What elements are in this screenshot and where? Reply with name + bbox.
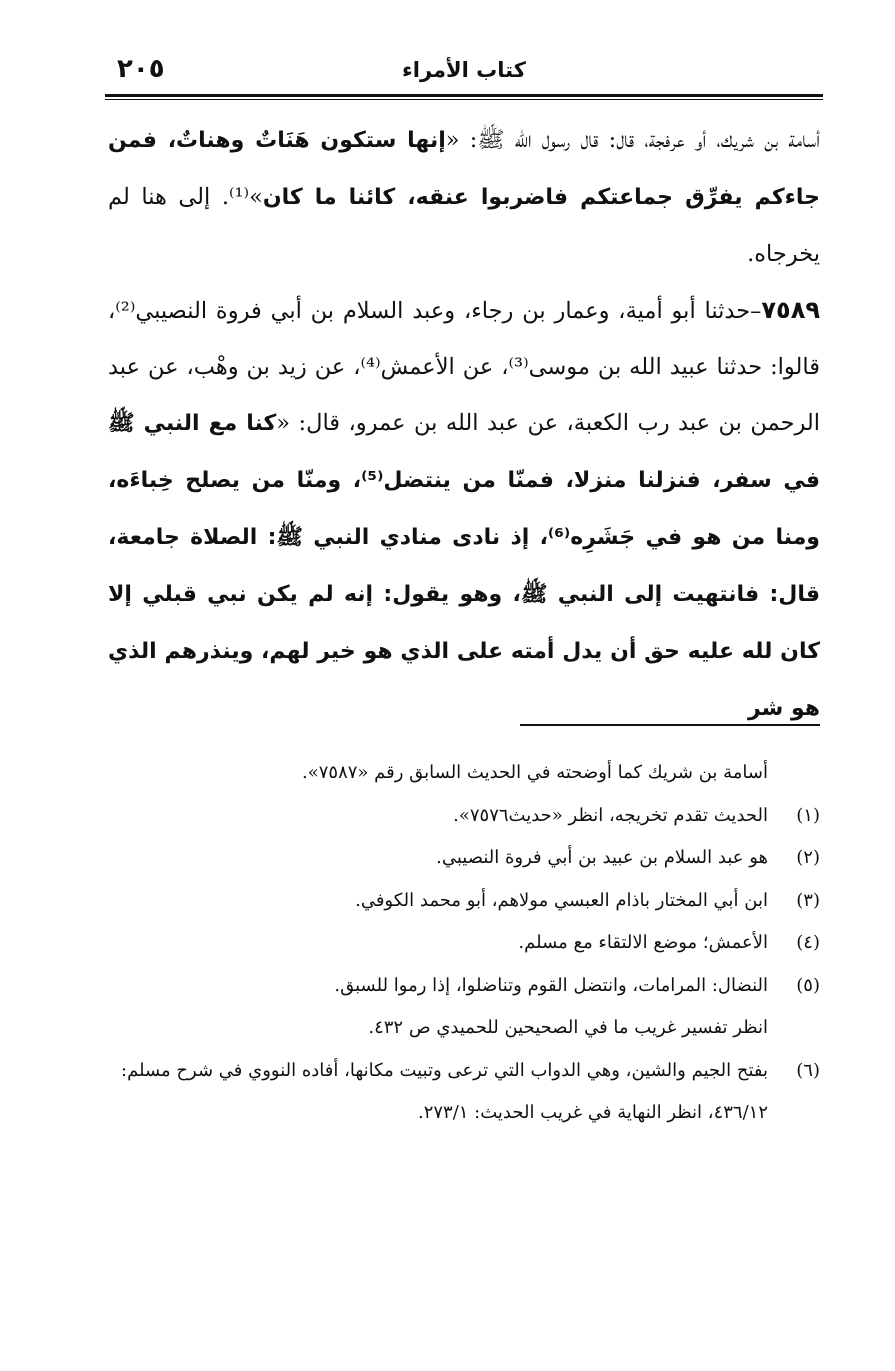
paragraph-2-isnad: –حدثنا أبو أمية، وعمار بن رجاء، وعبد السلام بن أبي فروة النصيبي⁽²⁾، قالوا: حدثنا عبيد الله بن موسى⁽³⁾، عن الأعمش⁽⁴⁾، عن زيد بن وهْب، عن عبد الرحمن بن عبد رب الكعبة، عن عبد الله بن عمرو، قال: « bbox=[108, 298, 820, 436]
footnote-text: الأعمش؛ موضع الالتقاء مع مسلم. bbox=[518, 932, 768, 953]
footnote-number: (٢) bbox=[796, 847, 820, 868]
paragraph-2-hadith: كنا مع النبي ﷺ في سفر، فنزلنا منزلا، فمنّا من ينتضل⁽⁵⁾، ومنّا من يصلح خِباءَه، ومنا من هو في جَشَرِه⁽⁶⁾، إذ نادى منادي النبي ﷺ: الصلاة جامعة، قال: فانتهيت إلى النبي ﷺ، وهو يقول: إنه لم يكن نبي قبلي إلا كان لله عليه حق أن يدل أمته على الذي هو خير لهم، وينذرهم الذي هو شر bbox=[108, 411, 820, 721]
main-text bbox=[108, 112, 820, 737]
footnote-number: (٦) bbox=[796, 1059, 820, 1081]
footnote-number: (١) bbox=[796, 804, 820, 826]
hadith-number: ٧٥٨٩ bbox=[761, 296, 820, 324]
header-rule-thin bbox=[105, 99, 823, 100]
page-number: ٢٠٥ bbox=[117, 54, 165, 84]
footnote-3 bbox=[108, 880, 820, 923]
footnote-carryover: أسامة بن شريك كما أوضحته في الحديث السابق رقم «٧٥٨٧». bbox=[302, 762, 768, 783]
paragraph-1-intro: أسامة بن شريك، أو عرفجة، قال: قال رسول الله ﷺ: « bbox=[445, 127, 820, 153]
paragraph-1-hadith: إنها ستكون هَنَاتٌ وهناتٌ، فمن جاءكم يفرِّق جماعتكم فاضربوا عنقه، كائنا ما كان bbox=[108, 128, 820, 210]
paragraph-1-end: »⁽¹⁾. إلى هنا لم يخرجاه. bbox=[108, 184, 820, 267]
paragraph-2 bbox=[108, 282, 820, 737]
footnote-separator bbox=[520, 724, 820, 726]
footnote-number: (٤) bbox=[796, 932, 820, 953]
header-rule-thick bbox=[105, 94, 823, 97]
footnote-text: ابن أبي المختار باذام العبسي مولاهم، أبو محمد الكوفي. bbox=[355, 889, 768, 911]
footnote-5 bbox=[108, 965, 820, 1050]
footnote-6 bbox=[108, 1050, 820, 1135]
footnote-2 bbox=[108, 837, 820, 880]
footnote-number: (٥) bbox=[796, 974, 820, 996]
running-header bbox=[105, 54, 823, 94]
footnote-text: الحديث تقدم تخريجه، انظر «حديث٧٥٧٦». bbox=[453, 804, 768, 826]
footnote-number: (٣) bbox=[796, 889, 820, 911]
footnote-text: بفتح الجيم والشين، وهي الدواب التي ترعى وتبيت مكانها، أفاده النووي في شرح مسلم: ٤٣٦/١٢، انظر النهاية في غريب الحديث: ٢٧٣/١. bbox=[121, 1059, 768, 1123]
header-title: كتاب الأمراء bbox=[402, 58, 526, 82]
footnotes bbox=[108, 752, 820, 1135]
paragraph-1 bbox=[108, 112, 820, 282]
footnote-text-continued: انظر تفسير غريب ما في الصحيحين للحميدي ص ٤٣٢. bbox=[368, 1017, 768, 1038]
footnote-text: هو عبد السلام بن عبيد بن أبي فروة النصيبي. bbox=[436, 847, 768, 868]
footnote-text: النضال: المرامات، وانتضل القوم وتناضلوا، إذا رموا للسبق. bbox=[334, 974, 768, 996]
footnote-4 bbox=[108, 922, 820, 965]
footnote-1 bbox=[108, 795, 820, 838]
